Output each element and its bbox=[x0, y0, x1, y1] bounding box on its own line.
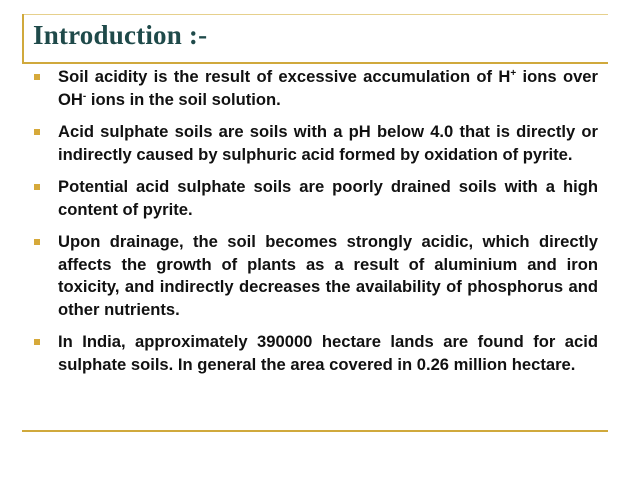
bullet-text: In India, approximately 390000 hectare lands are found for acid sulphate soils. In general the area covered in 0.26 million hectare. bbox=[58, 332, 598, 374]
bullet-text bbox=[58, 66, 598, 111]
top-border-line bbox=[22, 14, 608, 15]
bullet-item bbox=[34, 121, 598, 166]
bullet-item bbox=[34, 231, 598, 321]
square-bullet-icon bbox=[34, 339, 40, 345]
bullet-text: Upon drainage, the soil becomes strongly acidic, which directly affects the growth of plants as a result of aluminium and iron toxicity, and indirectly decreases the availability of phosphorus and other nutrients. bbox=[58, 232, 598, 319]
bullet-text-segment: ions in the soil solution. bbox=[86, 89, 281, 109]
bullet-text-segment: ions over OH bbox=[58, 67, 598, 109]
slide-title: Introduction :- bbox=[33, 20, 208, 50]
bullet-text: Acid sulphate soils are soils with a pH below 4.0 that is directly or indirectly caused by sulphuric acid formed by oxidation of pyrite. bbox=[58, 122, 598, 164]
bullet-list bbox=[34, 66, 598, 386]
superscript-plus: + bbox=[510, 68, 517, 79]
bullet-item bbox=[34, 176, 598, 221]
bottom-divider bbox=[22, 430, 608, 432]
title-accent-bar bbox=[22, 14, 24, 64]
square-bullet-icon bbox=[34, 184, 40, 190]
square-bullet-icon bbox=[34, 74, 40, 80]
bullet-item bbox=[34, 331, 598, 376]
bullet-text: Potential acid sulphate soils are poorly drained soils with a high content of pyrite. bbox=[58, 177, 598, 219]
superscript-minus: - bbox=[82, 90, 87, 102]
bullet-text-segment: Soil acidity is the result of excessive accumulation of H bbox=[58, 67, 511, 86]
bullet-item bbox=[34, 66, 598, 111]
square-bullet-icon bbox=[34, 239, 40, 245]
title-divider bbox=[22, 62, 608, 64]
square-bullet-icon bbox=[34, 129, 40, 135]
